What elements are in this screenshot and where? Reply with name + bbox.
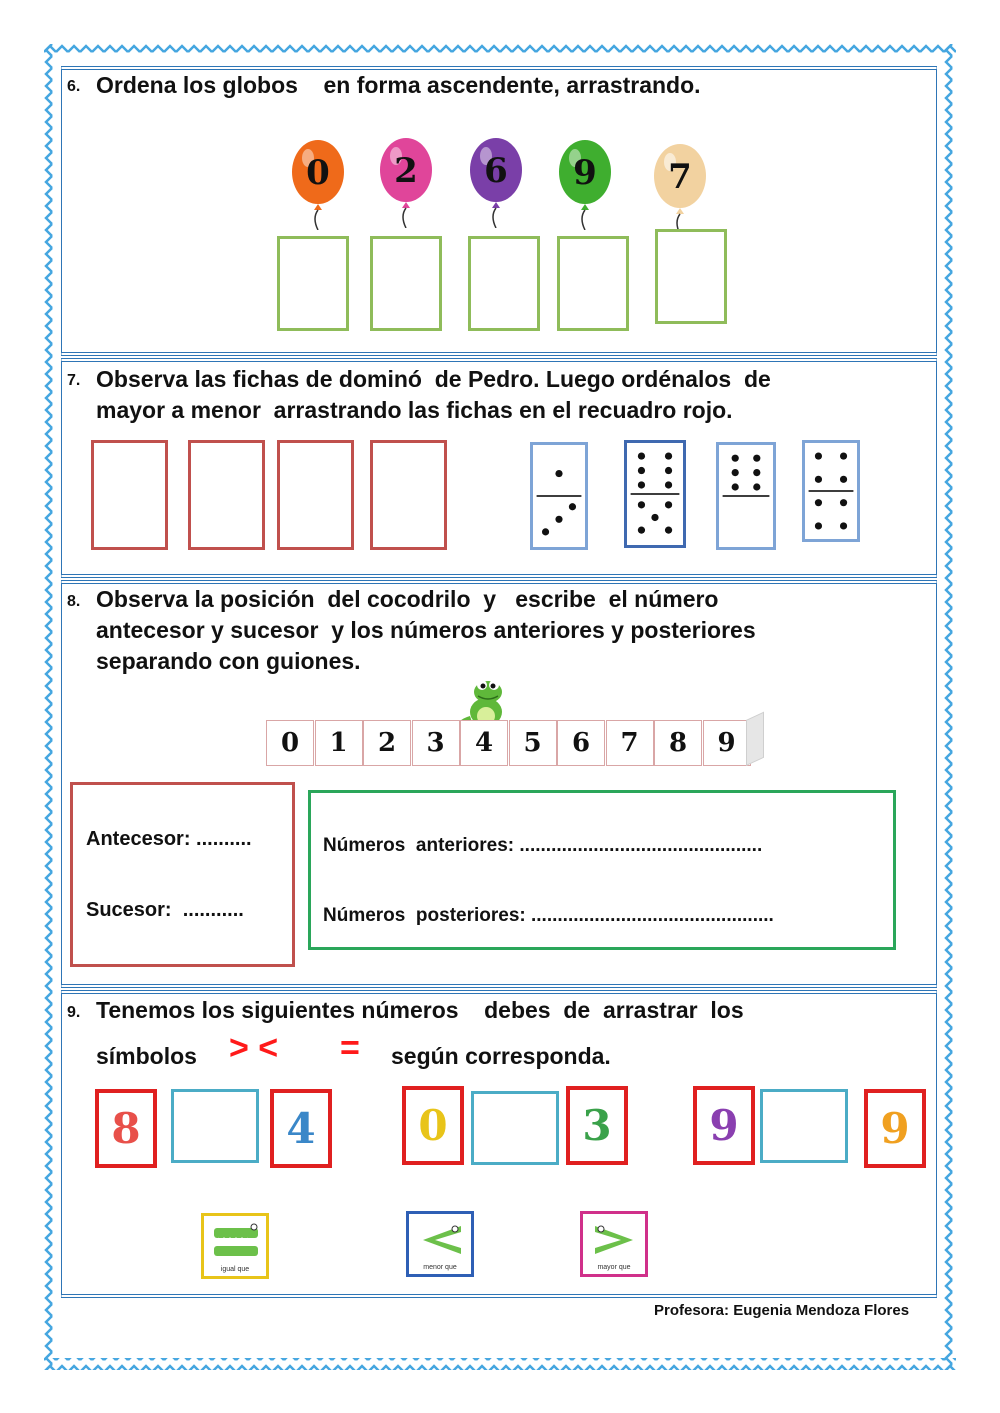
question-7-line-1: Observa las fichas de dominó de Pedro. Luego ordénalos de — [96, 366, 771, 392]
balloon-7[interactable] — [652, 142, 708, 234]
numeros-posteriores-label: Números posteriores: .............................................. — [323, 905, 774, 926]
balloon-2[interactable] — [378, 136, 434, 228]
compare-right-number-2: 3 — [566, 1086, 628, 1165]
domino-tile-6-0[interactable] — [716, 442, 776, 550]
question-7-number: 7. — [67, 372, 81, 389]
number-line-end-cap — [746, 712, 764, 766]
question-8-line-3: separando con guiones. — [96, 648, 361, 674]
domino-tile-6-5[interactable] — [624, 440, 686, 548]
balloon-drop-slot-4[interactable] — [557, 236, 629, 331]
question-9-line-2-start: símbolos — [96, 1043, 197, 1069]
crocodile-equal-icon — [210, 1222, 262, 1262]
question-9-line-1: Tenemos los siguientes números debes de arrastrar los — [96, 997, 744, 1023]
mayor-que-card[interactable] — [580, 1211, 648, 1277]
question-6-number: 6. — [67, 78, 81, 95]
number-line-cell-8: 8 — [654, 720, 702, 766]
balloon-drop-slot-1[interactable] — [277, 236, 349, 331]
number-line-cell-1: 1 — [315, 720, 363, 766]
symbol-drop-slot-3[interactable] — [760, 1089, 848, 1163]
domino-drop-slot-2[interactable] — [188, 440, 265, 550]
compare-left-number-2: 0 — [402, 1086, 464, 1165]
equal-symbol: = — [340, 1029, 360, 1067]
balloon-drop-slot-2[interactable] — [370, 236, 442, 331]
symbols-shown: > < — [229, 1029, 279, 1067]
question-6-text: Ordena los globos en forma ascendente, arrastrando. — [96, 72, 701, 98]
number-line-cell-2: 2 — [363, 720, 411, 766]
question-9-line-2-end: según corresponda. — [391, 1043, 611, 1069]
question-8-line-2: antecesor y sucesor y los números anteriores y posteriores — [96, 617, 756, 643]
number-line-cell-0: 0 — [266, 720, 314, 766]
question-9-number: 9. — [67, 1004, 81, 1021]
compare-left-number-1: 8 — [95, 1089, 157, 1168]
question-8-line-1: Observa la posición del cocodrilo y escribe el número — [96, 586, 719, 612]
number-line-cell-6: 6 — [557, 720, 605, 766]
balloon-9-number: 9 — [573, 153, 597, 193]
balloon-6-number: 6 — [484, 151, 508, 191]
antecesor-label: Antecesor: .......... — [86, 828, 252, 850]
balloon-7-number: 7 — [668, 157, 692, 197]
igual-que-caption: igual que — [220, 1266, 250, 1273]
balloon-6[interactable] — [468, 136, 524, 228]
compare-left-number-3: 9 — [693, 1086, 755, 1165]
question-8-number: 8. — [67, 593, 81, 610]
menor-que-caption: menor que — [423, 1264, 457, 1271]
domino-tile-1-3[interactable] — [530, 442, 588, 550]
antecesor-sucesor-box — [70, 782, 295, 967]
number-line-cell-7: 7 — [606, 720, 654, 766]
number-line-cell-9: 9 — [703, 720, 751, 766]
balloon-0-number: 0 — [306, 153, 330, 193]
question-7-line-2: mayor a menor arrastrando las fichas en el recuadro rojo. — [96, 397, 733, 423]
menor-que-card[interactable] — [406, 1211, 474, 1277]
number-line-cell-5: 5 — [509, 720, 557, 766]
domino-drop-slot-3[interactable] — [277, 440, 354, 550]
balloon-0[interactable] — [290, 138, 346, 230]
domino-drop-slot-1[interactable] — [91, 440, 168, 550]
numeros-anteriores-label: Números anteriores: .............................................. — [323, 835, 763, 856]
balloon-drop-slot-5[interactable] — [655, 229, 727, 324]
igual-que-card[interactable] — [201, 1213, 269, 1279]
compare-right-number-1: 4 — [270, 1089, 332, 1168]
sucesor-label: Sucesor: ........... — [86, 899, 244, 921]
teacher-credit: Profesora: Eugenia Mendoza Flores — [654, 1302, 910, 1319]
crocodile-greater-than-icon — [589, 1220, 641, 1262]
domino-drop-slot-4[interactable] — [370, 440, 447, 550]
domino-tile-4-4[interactable] — [802, 440, 860, 542]
symbol-drop-slot-1[interactable] — [171, 1089, 259, 1163]
balloon-9[interactable] — [557, 138, 613, 230]
number-line-cell-4: 4 — [460, 720, 508, 766]
symbol-drop-slot-2[interactable] — [471, 1091, 559, 1165]
mayor-que-caption: mayor que — [597, 1264, 631, 1271]
crocodile-less-than-icon — [415, 1220, 467, 1262]
balloon-2-number: 2 — [394, 151, 418, 191]
number-line-cell-3: 3 — [412, 720, 460, 766]
compare-right-number-3: 9 — [864, 1089, 926, 1168]
balloon-drop-slot-3[interactable] — [468, 236, 540, 331]
